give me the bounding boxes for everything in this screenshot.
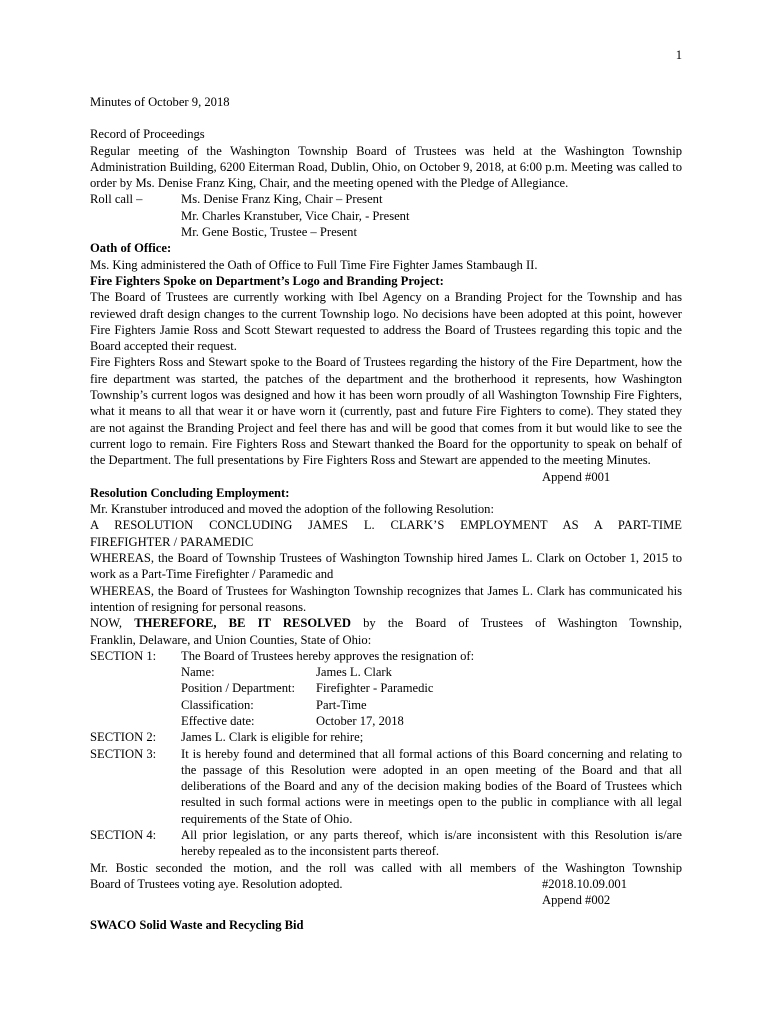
section-1-text: The Board of Trustees hereby approves the resignation of:: [181, 648, 475, 663]
whereas-1: WHEREAS, the Board of Township Trustees of Washington Township hired James L. Clark on October 1, 2015 to work as a Part-Time Firefighter / Paramedic and: [90, 551, 682, 582]
oath-text: Ms. King administered the Oath of Office to Full Time Fire Fighter James Stambaugh II.: [90, 257, 538, 272]
detail-key: Classification:: [181, 697, 254, 712]
section-4-label: SECTION 4:: [90, 828, 157, 843]
now-bold: THEREFORE, BE IT RESOLVED: [134, 616, 351, 631]
append-002: Append #002: [542, 893, 611, 908]
section-4-text: All prior legislation, or any parts thereof, which is/are inconsistent with this Resolution is/are hereby repealed as to the inconsistent parts thereof.: [181, 828, 682, 859]
closing-text: Board of Trustees voting aye. Resolution adopted.: [90, 876, 343, 891]
section-3-label: SECTION 3:: [90, 746, 157, 761]
roll-call: [90, 191, 682, 240]
closing-line-2: [90, 876, 682, 892]
roll-call-member: Mr. Charles Kranstuber, Vice Chair, - Present: [181, 208, 410, 223]
section-3: [90, 746, 682, 827]
intro-paragraph: Regular meeting of the Washington Township Board of Trustees was held at the Washington Township Administration Building, 6200 Eiterman Road, Dublin, Ohio, on October 9, 2018, at 6:00 p.m. Meeting was called to order by Ms. Denise Franz King, Chair, and the meeting opened with the Pledge of Allegiance.: [90, 143, 682, 191]
section-2-text: James L. Clark is eligible for rehire;: [181, 730, 364, 745]
closing-line-1: Mr. Bostic seconded the motion, and the roll was called with all members of the Washington Township: [90, 860, 682, 875]
roll-call-member: Ms. Denise Franz King, Chair – Present: [181, 192, 383, 207]
roll-call-member: Mr. Gene Bostic, Trustee – Present: [181, 225, 357, 240]
detail-row: [90, 697, 682, 713]
resolution-number: #2018.10.09.001: [542, 876, 628, 891]
detail-value: James L. Clark: [316, 665, 392, 680]
section-4: [90, 827, 682, 860]
detail-value: Firefighter - Paramedic: [316, 681, 434, 696]
branding-heading: Fire Fighters Spoke on Department’s Logo and Branding Project:: [90, 273, 444, 288]
resolution-heading: Resolution Concluding Employment:: [90, 485, 290, 500]
detail-key: Position / Department:: [181, 681, 296, 696]
detail-value: October 17, 2018: [316, 713, 404, 728]
detail-key: Effective date:: [181, 713, 255, 728]
branding-paragraph-2: Fire Fighters Ross and Stewart spoke to the Board of Trustees regarding the history of the Fire Department, how the fire department was started, the patches of the department and the brotherhood it represents, how Washington Township’s current logos was designed and how it has been worn proudly of all Washington Township Fire Fighters, what it means to all that wear it or have worn it (currently, past and future Fire Fighters to come). They stated they are not against the Branding Project and feel there has and will be good that comes from it but would like to see the current logo to remain. Fire Fighters Ross and Stewart thanked the Board for the opportunity to speak on behalf of the Department. The full presentations by Fire Fighters Ross and Stewart are appended to the meeting Minutes.: [90, 355, 682, 468]
branding-paragraph-1: The Board of Trustees are currently working with Ibel Agency on a Branding Project for the Township and has reviewed draft design changes to the current Township logo. No decisions have been adopted at this point, however Fire Fighters Jamie Ross and Scott Stewart requested to address the Board of Trustees regarding this topic and the Board accepted their request.: [90, 290, 682, 354]
now-prefix: NOW,: [90, 616, 123, 631]
resolution-intro: Mr. Kranstuber introduced and moved the adoption of the following Resolution:: [90, 502, 494, 517]
detail-row: [90, 664, 682, 680]
now-rest: by the Board of Trustees of Washington Township,: [363, 616, 683, 631]
now-therefore-line-2: Franklin, Delaware, and Union Counties, State of Ohio:: [90, 632, 372, 647]
detail-key: Name:: [181, 665, 215, 680]
resolution-title-line-2: FIREFIGHTER / PARAMEDIC: [90, 534, 254, 549]
section-1-label: SECTION 1:: [90, 648, 157, 663]
section-3-text: It is hereby found and determined that all formal actions of this Board concerning and relating to the passage of this Resolution were adopted in an open meeting of the Board and that all deliberations of the Board and any of the decision making bodies of the Board of Trustees which resulted in such formal actions were in meetings open to the public in compliance with all legal requirements of the State of Ohio.: [181, 746, 682, 826]
append-001: Append #001: [542, 469, 611, 484]
record-heading: Record of Proceedings: [90, 127, 205, 142]
section-2-label: SECTION 2:: [90, 730, 157, 745]
page-number: 1: [675, 48, 682, 62]
detail-row: [90, 680, 682, 696]
swaco-heading: SWACO Solid Waste and Recycling Bid: [90, 917, 304, 932]
whereas-2: WHEREAS, the Board of Trustees for Washington Township recognizes that James L. Clark has communicated his intention of resigning for personal reasons.: [90, 583, 682, 614]
oath-heading: Oath of Office:: [90, 241, 172, 256]
roll-call-label: Roll call –: [90, 192, 143, 207]
section-1: [90, 648, 682, 664]
detail-value: Part-Time: [316, 697, 367, 712]
resolution-title-line-1: A RESOLUTION CONCLUDING JAMES L. CLARK’S EMPLOYMENT AS A PART-TIME: [90, 518, 682, 533]
section-2: [90, 729, 682, 745]
minutes-document: [90, 94, 682, 933]
minutes-title: Minutes of October 9, 2018: [90, 95, 230, 109]
detail-row: [90, 713, 682, 729]
now-therefore-line: [90, 615, 682, 631]
